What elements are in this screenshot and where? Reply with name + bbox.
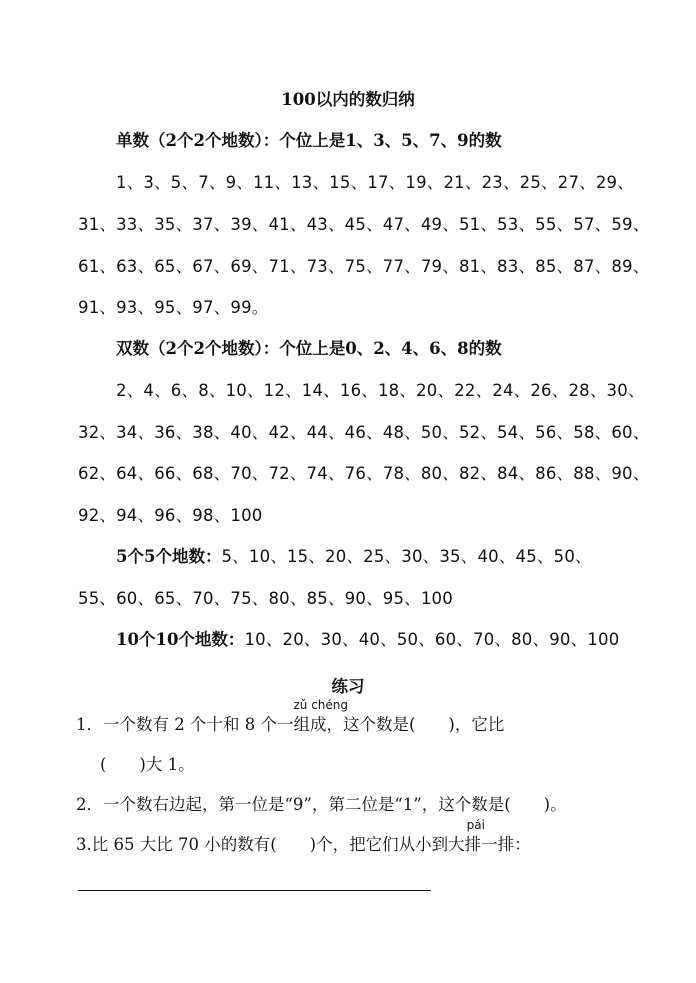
- tens-line: [116, 629, 619, 651]
- q3-text-before: 3.比 65 大比 70 小的数有( )个，把它们从小到大: [76, 835, 465, 854]
- page-title: 100以内的数归纳: [281, 90, 415, 109]
- question-1-line-2: ( )大 1。: [100, 755, 195, 774]
- odd-line-3: 61、63、65、67、69、71、73、75、77、79、81、83、85、87、89、: [78, 257, 650, 276]
- tens-values: 10、20、30、40、50、60、70、80、90、100: [244, 630, 620, 649]
- q1-text-after: ，这个数是( )，它比: [326, 715, 505, 734]
- q3-ruby: [464, 818, 485, 856]
- fives-label: 5个5个地数：: [116, 547, 222, 566]
- question-1: [76, 698, 505, 736]
- q1-text-before: 1．一个数有 2 个十和 8 个一: [76, 715, 294, 734]
- odd-line-1: 1、3、5、7、9、11、13、15、17、19、21、23、25、27、29、: [116, 173, 634, 192]
- q3-text-after: 一排：: [481, 835, 531, 854]
- even-line-4: 92、94、96、98、100: [78, 506, 263, 525]
- even-heading: 双数（2个2个地数）：个位上是0、2、4、6、8的数: [116, 339, 502, 358]
- q1-ruby-text: 组成: [293, 715, 327, 734]
- fives-line-2: 55、60、65、70、75、80、85、90、95、100: [78, 589, 453, 608]
- q3-ruby-text: 排: [464, 835, 482, 854]
- question-3: [76, 818, 531, 856]
- even-line-1: 2、4、6、8、10、12、14、16、18、20、22、24、26、28、30、: [116, 381, 645, 400]
- fives-values-1: 5、10、15、20、25、30、35、40、45、50、: [221, 547, 592, 566]
- fives-line-1: [116, 546, 592, 568]
- q1-pinyin: zǔ chéng: [293, 698, 349, 712]
- odd-heading: 单数（2个2个地数）：个位上是1、3、5、7、9的数: [116, 131, 502, 150]
- q1-ruby: [293, 698, 349, 736]
- answer-line[interactable]: [78, 890, 431, 891]
- even-line-3: 62、64、66、68、70、72、74、76、78、80、82、84、86、88、90、: [78, 464, 650, 483]
- q3-pinyin: pái: [466, 818, 485, 832]
- even-line-2: 32、34、36、38、40、42、44、46、48、50、52、54、56、58、60、: [78, 423, 650, 442]
- question-2: 2．一个数右边起，第一位是“9”，第二位是“1”，这个数是( )。: [76, 795, 567, 814]
- practice-title: 练习: [331, 677, 365, 696]
- odd-line-2: 31、33、35、37、39、41、43、45、47、49、51、53、55、57、59、: [78, 215, 650, 234]
- tens-label: 10个10个地数：: [116, 630, 245, 649]
- odd-line-4: 91、93、95、97、99。: [78, 298, 269, 317]
